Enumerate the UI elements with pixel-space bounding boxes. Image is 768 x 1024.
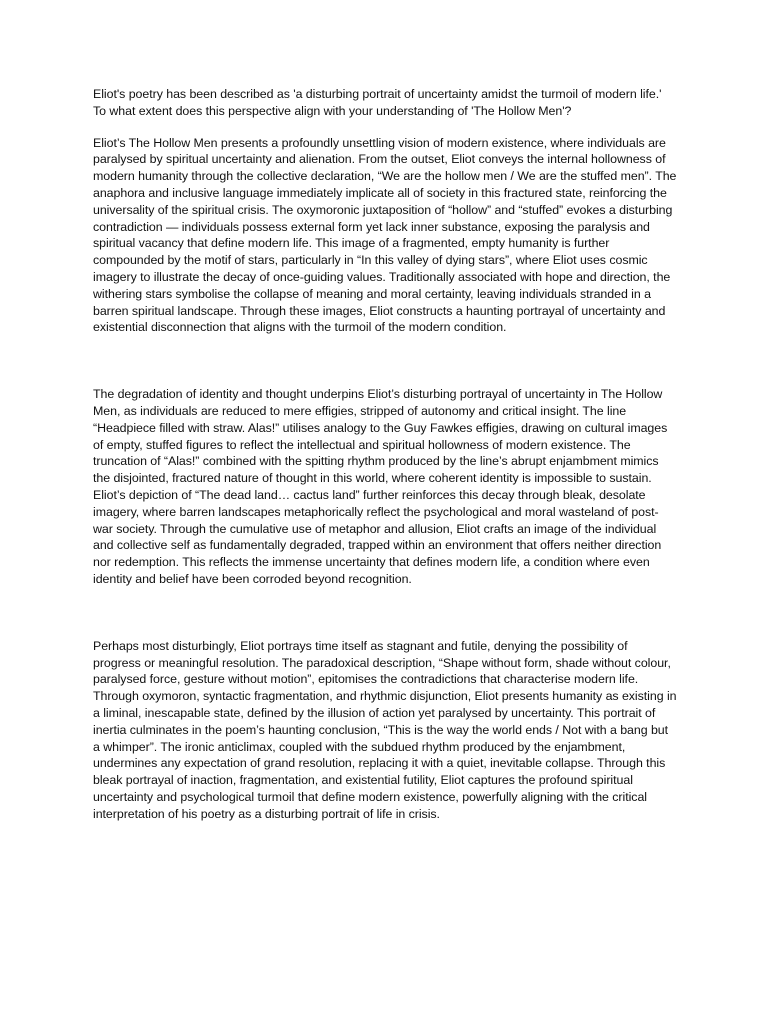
paragraph-spacer (93, 588, 678, 638)
paragraph-3: Perhaps most disturbingly, Eliot portrays time itself as stagnant and futile, denying the possibility of progress or meaningful resolution. The paradoxical description, “Shape without form, shade without colour, paralysed force, gesture without motion”, epitomises the contradictions that characterise modern life. Through oxymoron, syntactic fragmentation, and rhythmic disjunction, Eliot presents humanity as existing in a liminal, inescapable state, defined by the illusion of action yet paralysed by uncertainty. This portrait of inertia culminates in the poem’s haunting conclusion, “This is the way the world ends / Not with a bang but a whimper”. The ironic anticlimax, coupled with the subdued rhythm produced by the enjambment, undermines any expectation of grand resolution, replacing it with a quiet, inevitable collapse. Through this bleak portrayal of inaction, fragmentation, and existential futility, Eliot captures the profound spiritual uncertainty and psychological turmoil that define modern existence, powerfully aligning with the critical interpretation of his poetry as a disturbing portrait of life in crisis. (93, 638, 677, 821)
paragraph-spacer (93, 336, 678, 386)
question-line-2: To what extent does this perspective align with your understanding of 'The Hollow Men'? (93, 103, 572, 118)
question-line-1: Eliot's poetry has been described as 'a disturbing portrait of uncertainty amidst the turmoil of modern life.' (93, 87, 662, 101)
paragraph-1: Eliot’s The Hollow Men presents a profoundly unsettling vision of modern existence, where individuals are paralysed by spiritual uncertainty and alienation. From the outset, Eliot conveys the internal hollowness of modern humanity through the collective declaration, “We are the hollow men / We are the stuffed men”. The anaphora and inclusive language immediately implicate all of society in this fractured state, reinforcing the universality of the spiritual crisis. The oxymoronic juxtaposition of “hollow” and “stuffed” evokes a disturbing contradiction — individuals possess external form yet lack inner substance, exposing the paralysis and spiritual vacancy that define modern life. This image of a fragmented, empty humanity is further compounded by the motif of stars, particularly in “In this valley of dying stars”, where Eliot uses cosmic imagery to illustrate the decay of once-guiding values. Traditionally associated with hope and direction, the withering stars symbolise the collapse of meaning and moral certainty, leaving individuals stranded in a barren spiritual landscape. Through these images, Eliot constructs a haunting portrayal of uncertainty and existential disconnection that aligns with the turmoil of the modern condition. (93, 135, 677, 335)
essay-question (93, 86, 678, 120)
paragraph-2: The degradation of identity and thought underpins Eliot’s disturbing portrayal of uncertainty in The Hollow Men, as individuals are reduced to mere effigies, stripped of autonomy and critical insight. The line “Headpiece filled with straw. Alas!” utilises analogy to the Guy Fawkes effigies, drawing on cultural images of empty, stuffed figures to reflect the intellectual and spiritual hollowness of modern existence. The truncation of “Alas!” combined with the spitting rhythm produced by the line’s abrupt enjambment mimics the disjointed, fractured nature of thought in this world, where coherent identity is impossible to sustain. Eliot’s depiction of “The dead land… cactus land” further reinforces this decay through bleak, desolate imagery, where barren landscapes metaphorically reflect the psychological and moral wasteland of post-war society. Through the cumulative use of metaphor and allusion, Eliot crafts an image of the individual and collective self as fundamentally degraded, trapped within an environment that offers neither direction nor redemption. This reflects the immense uncertainty that defines modern life, a condition where even identity and belief have been corroded beyond recognition. (93, 387, 668, 586)
essay-body (93, 135, 678, 823)
